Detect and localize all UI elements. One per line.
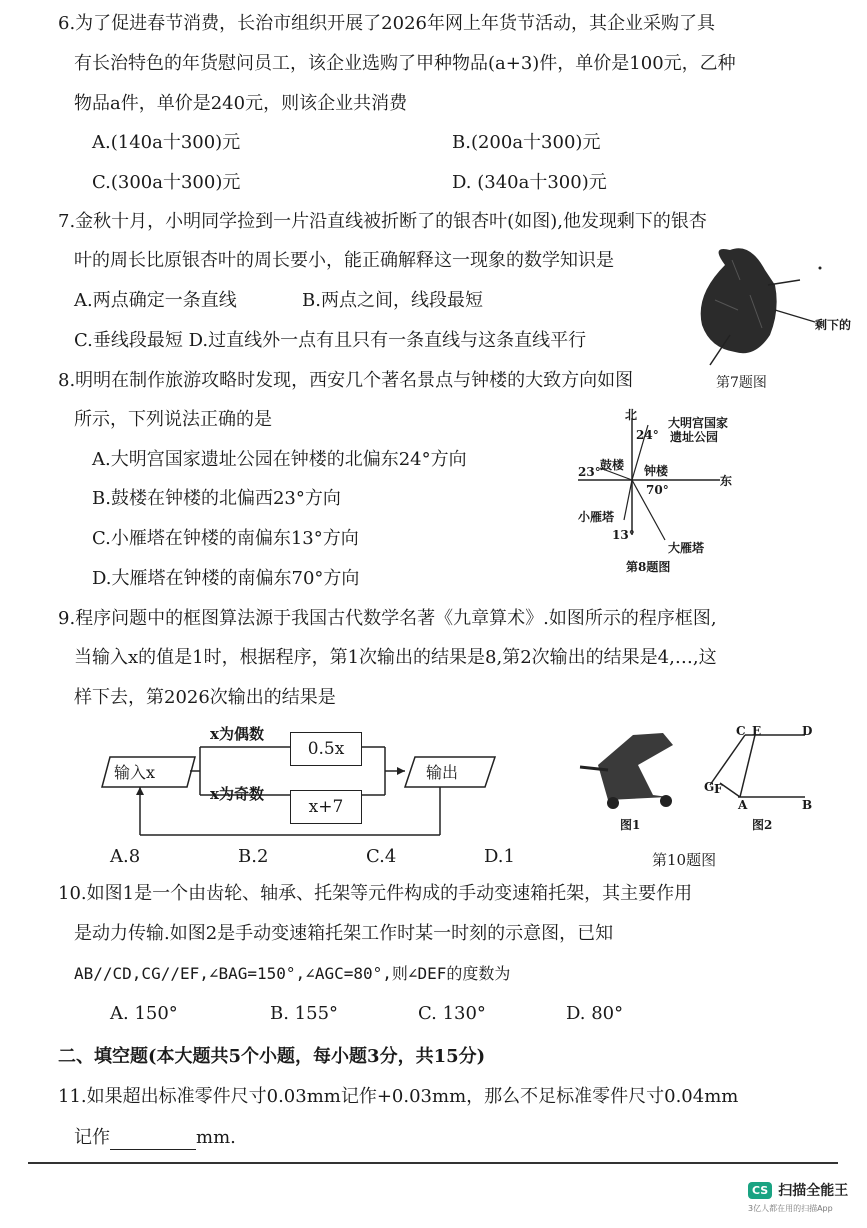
q6-option-c: C.(300a十300)元 <box>92 172 241 193</box>
q11-answer-blank <box>110 1131 196 1150</box>
q11-suffix: mm. <box>196 1127 236 1148</box>
q11-line2 <box>74 1126 236 1150</box>
q7-line1: 7.金秋十月，小明同学捡到一片沿直线被折断了的银杏叶(如图),他发现剩下的银杏 <box>58 211 707 232</box>
q9-option-b: B.2 <box>238 846 269 867</box>
q7-option-b: B.两点之间，线段最短 <box>302 290 483 311</box>
q10-line3: AB//CD,CG//EF,∠BAG=150°,∠AGC=80°,则∠DEF的度数为 <box>74 964 511 983</box>
q7-leaf-label: 剩下的 <box>815 318 852 332</box>
q8-line2: 所示，下列说法正确的是 <box>74 409 272 430</box>
east-label: 东 <box>720 474 733 488</box>
q11-line1: 11.如果超出标准零件尺寸0.03mm记作+0.03mm，那么不足标准零件尺寸0.04mm <box>58 1086 739 1107</box>
q10-option-b: B. 155° <box>270 1003 339 1024</box>
angle-23-label: 23° <box>578 465 601 479</box>
q9-option-c: C.4 <box>366 846 397 867</box>
q8-figure-caption: 第8题图 <box>626 560 671 574</box>
angle-70-label: 70° <box>646 483 669 497</box>
scanner-watermark <box>748 1180 848 1214</box>
flow-half-box: 0.5x <box>290 732 362 766</box>
flow-even-label: x为偶数 <box>210 725 264 743</box>
q10-option-a: A. 150° <box>110 1003 178 1024</box>
dayan-label: 大雁塔 <box>668 541 705 555</box>
point-f-label: F <box>714 782 723 796</box>
q8-line1: 8.明明在制作旅游攻略时发现，西安几个著名景点与钟楼的大致方向如图 <box>58 370 634 391</box>
q11-prefix: 记作 <box>74 1127 110 1148</box>
q6-option-a: A.(140a十300)元 <box>92 132 241 153</box>
point-b-label: B <box>802 798 813 812</box>
q10-line1: 10.如图1是一个由齿轮、轴承、托架等元件构成的手动变速箱托架，其主要作用 <box>58 883 693 904</box>
gulou-label: 鼓楼 <box>600 458 625 472</box>
point-d-label: D <box>802 724 813 738</box>
q7-figure-caption: 第7题图 <box>716 375 767 391</box>
flow-odd-label: x为奇数 <box>210 785 264 803</box>
q10-figure-caption: 第10题图 <box>652 851 717 869</box>
camscanner-logo-icon: CS <box>748 1182 772 1199</box>
q10-line2: 是动力传输.如图2是手动变速箱托架工作时某一时刻的示意图，已知 <box>74 923 614 944</box>
q9-line3: 样下去，第2026次输出的结果是 <box>74 687 336 708</box>
q7-option-a: A.两点确定一条直线 <box>74 290 237 311</box>
q7-option-cd: C.垂线段最短 D.过直线外一点有且只有一条直线与这条直线平行 <box>74 330 587 351</box>
page-divider <box>28 1162 838 1164</box>
q8-option-a: A.大明宫国家遗址公园在钟楼的北偏东24°方向 <box>92 449 467 470</box>
q10-option-d: D. 80° <box>566 1003 624 1024</box>
gearbox-bracket-image <box>578 725 688 815</box>
flow-input-label: 输入x <box>114 763 156 782</box>
ginkgo-leaf-figure <box>680 240 860 370</box>
north-label: 北 <box>625 408 638 422</box>
q9-line1: 9.程序问题中的框图算法源于我国古代数学名著《九章算术》.如图所示的程序框图, <box>58 608 717 629</box>
q8-option-c: C.小雁塔在钟楼的南偏东13°方向 <box>92 528 359 549</box>
point-a-label: A <box>738 798 748 812</box>
flow-plus7-box: x+7 <box>290 790 362 824</box>
xiaoyan-label: 小雁塔 <box>578 510 615 524</box>
flow-output-label: 输出 <box>426 763 459 782</box>
angle-13-label: 13° <box>612 528 635 542</box>
q6-option-b: B.(200a十300)元 <box>452 132 601 153</box>
q6-line3: 物品a件，单价是240元，则该企业共消费 <box>74 93 408 114</box>
q9-line2: 当输入x的值是1时，根据程序，第1次输出的结果是8,第2次输出的结果是4,…,这 <box>74 647 717 668</box>
scanner-tagline: 3亿人都在用的扫描App <box>748 1204 833 1213</box>
q6-line2: 有长治特色的年货慰问员工，该企业选购了甲种物品(a+3)件，单价是100元，乙种 <box>74 53 736 74</box>
angle-24-label: 24° <box>636 428 659 442</box>
point-g-label: G <box>704 780 715 794</box>
q9-option-d: D.1 <box>484 846 515 867</box>
figure2-label: 图2 <box>752 818 773 832</box>
park-label-2: 遗址公园 <box>670 430 719 444</box>
q8-option-b: B.鼓楼在钟楼的北偏西23°方向 <box>92 488 341 509</box>
zhonglou-label: 钟楼 <box>644 464 669 478</box>
section-2-heading: 二、填空题(本大题共5个小题，每小题3分，共15分) <box>58 1046 486 1067</box>
q6-line1: 6.为了促进春节消费，长治市组织开展了2026年网上年货节活动，其企业采购了具 <box>58 13 715 34</box>
point-c-label: C <box>736 724 746 738</box>
point-e-label: E <box>752 724 762 738</box>
scanner-name: 扫描全能王 <box>778 1183 849 1199</box>
q10-option-c: C. 130° <box>418 1003 486 1024</box>
q6-option-d: D. (340a十300)元 <box>452 172 607 193</box>
park-label-1: 大明宫国家 <box>668 416 729 430</box>
q7-line2: 叶的周长比原银杏叶的周长要小，能正确解释这一现象的数学知识是 <box>74 250 614 271</box>
q8-option-d: D.大雁塔在钟楼的南偏东70°方向 <box>92 568 360 589</box>
q9-option-a: A.8 <box>110 846 141 867</box>
figure1-label: 图1 <box>620 818 641 832</box>
